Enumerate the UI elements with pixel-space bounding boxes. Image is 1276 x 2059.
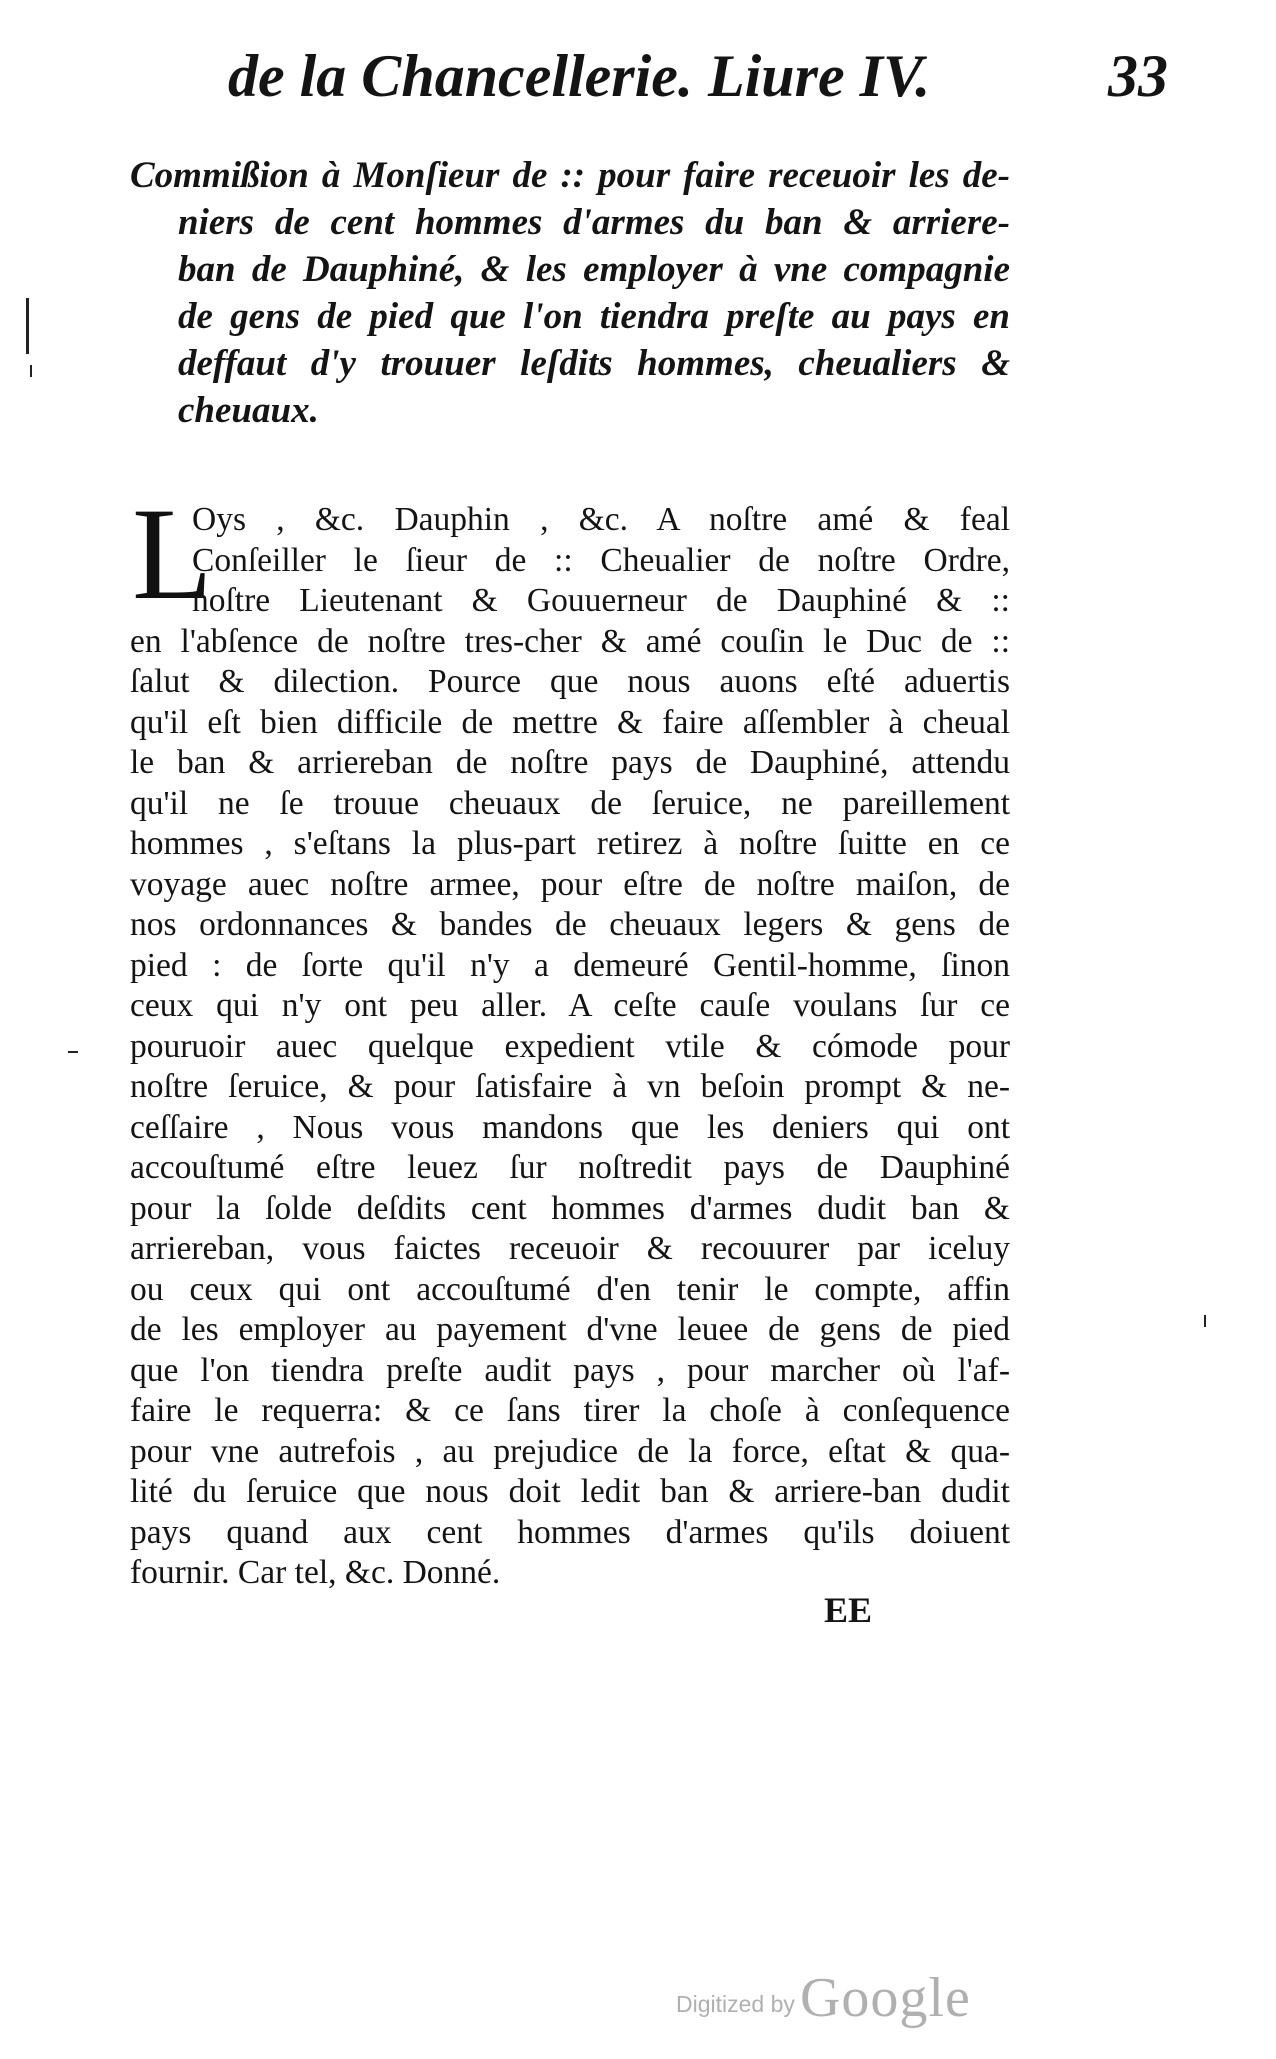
body-line: de les employer au payement d'vne leuee de gens de pied [130, 1311, 1010, 1348]
body-line: pouruoir auec quelque expedient vtile & cómode pour [130, 1027, 1010, 1065]
body-line: pour vne autrefois , au prejudice de la force, eſtat & qua- [130, 1432, 1010, 1470]
body-line: ou ceux qui ont accouſtumé d'en tenir le compte, affin [130, 1270, 1010, 1308]
body-line: ceux qui n'y ont peu aller. A ceſte cauſe voulans ſur ce [130, 987, 1010, 1024]
signature-mark: EE [824, 1590, 873, 1630]
margin-mark [30, 365, 32, 377]
body-line: qu'il ne ſe trouue cheuaux de ſeruice, ne pareillement [130, 784, 1010, 822]
running-head [228, 38, 1168, 114]
watermark-brand: Google [799, 1967, 971, 2029]
digitized-by-watermark [676, 1966, 971, 2029]
heading-line: niers de cent hommes d'armes du ban & arriere- [178, 202, 1010, 243]
body-line: ſalut & dilection. Pource que nous auons eſté aduertis [130, 663, 1010, 700]
body-line: noſtre Lieutenant & Gouuerneur de Dauphiné & :: [192, 582, 1010, 619]
heading-line: de gens de pied que l'on tiendra preſte au pays en [178, 296, 1010, 337]
body-line: Conſeiller le ſieur de :: Cheualier de noſtre Ordre, [192, 541, 1010, 579]
body-line: arriereban, vous faictes receuoir & recouurer par iceluy [130, 1230, 1010, 1267]
body-line: accouſtumé eſtre leuez ſur noſtredit pays de Dauphiné [130, 1149, 1010, 1186]
heading-line: ban de Dauphiné, & les employer à vne compagnie [178, 249, 1010, 290]
body-line: pour la ſolde deſdits cent hommes d'armes dudit ban & [130, 1189, 1010, 1227]
body-line: ceſſaire , Nous vous mandons que les deniers qui ont [130, 1108, 1010, 1146]
chapter-heading [130, 152, 1010, 434]
heading-line: Commißion à Monſieur de :: pour faire receuoir les de- [130, 155, 1010, 196]
body-line: pays quand aux cent hommes d'armes qu'ils doiuent [130, 1513, 1010, 1551]
heading-line: deffaut d'y trouuer leſdits hommes, cheualiers & [178, 343, 1010, 384]
heading-line: cheuaux. [178, 390, 319, 431]
body-line: voyage auec noſtre armee, pour eſtre de noſtre maiſon, de [130, 865, 1010, 903]
body-line: noſtre ſeruice, & pour ſatisfaire à vn beſoin prompt & ne- [130, 1068, 1010, 1105]
watermark-prefix: Digitized by [676, 1991, 795, 2017]
body-line: hommes , s'eſtans la plus-part retirez à noſtre ſuitte en ce [130, 825, 1010, 862]
body-line: lité du ſeruice que nous doit ledit ban & arriere-ban dudit [130, 1473, 1010, 1510]
body-line: qu'il eſt bien difficile de mettre & faire aſſembler à cheual [130, 703, 1010, 741]
margin-mark [68, 1051, 78, 1053]
running-title: de la Chancellerie. Liure IV. [228, 43, 931, 109]
body-line: faire le requerra: & ce ſans tirer la choſe à conſequence [130, 1392, 1010, 1429]
body-line: Oys , &c. Dauphin , &c. A noſtre amé & feal [192, 501, 1010, 538]
body-line: le ban & arriereban de noſtre pays de Dauphiné, attendu [130, 744, 1010, 781]
body-line: que l'on tiendra preſte audit pays , pour marcher où l'af- [130, 1351, 1010, 1389]
body-line: fournir. Car tel, &c. Donné. [130, 1554, 501, 1591]
body-text [130, 500, 1010, 1594]
drop-cap: L [132, 480, 213, 627]
body-line: pied : de ſorte qu'il n'y a demeuré Gentil-homme, ſinon [130, 946, 1010, 984]
page-number: 33 [1108, 43, 1168, 109]
margin-mark [26, 298, 29, 354]
body-line: en l'abſence de noſtre tres-cher & amé couſin le Duc de :: [130, 622, 1010, 660]
margin-mark [1204, 1315, 1206, 1327]
body-line: nos ordonnances & bandes de cheuaux legers & gens de [130, 906, 1010, 943]
